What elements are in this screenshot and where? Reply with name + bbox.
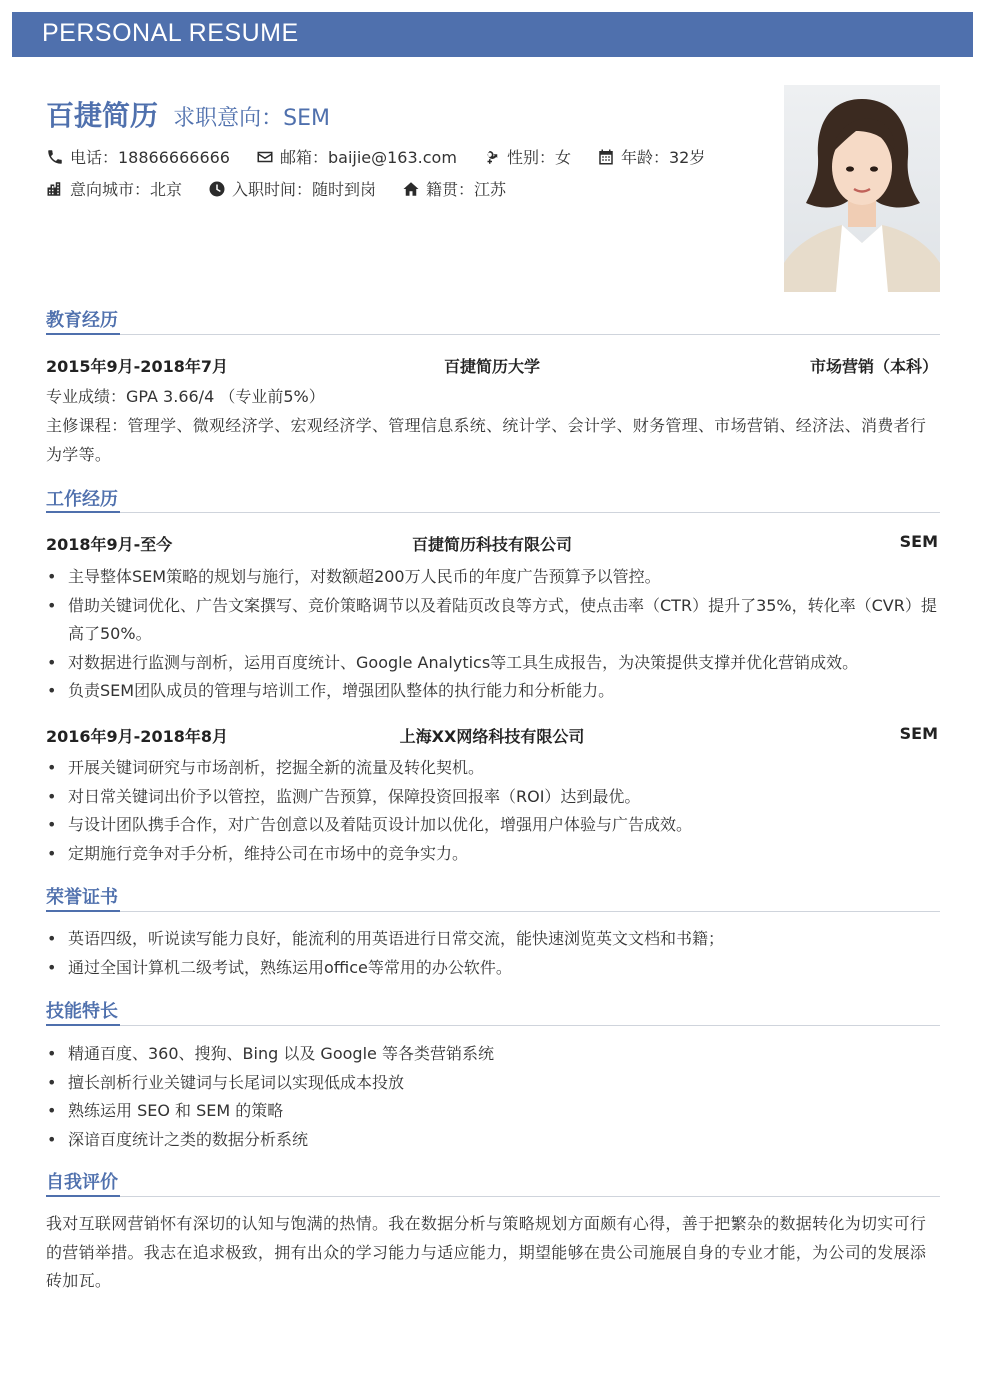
calendar-icon (597, 148, 615, 166)
education-courses: 主修课程：管理学、微观经济学、宏观经济学、管理信息系统、统计学、会计学、财务管理、市场营销、经济法、消费者行为学等。 (46, 416, 927, 464)
candidate-name: 百捷简历 (46, 99, 159, 132)
email-info (256, 145, 457, 168)
age-text: 年龄：32岁 (620, 148, 706, 167)
education-gpa: 专业成绩：GPA 3.66/4 （专业前5%） (46, 387, 325, 406)
list-item: • 精通百度、360、搜狗、Bing 以及 Google 等各类营销系统 (46, 1040, 940, 1069)
section-title-skills: 技能特长 (46, 1001, 118, 1022)
education-period: 2015年9月-2018年7月 (46, 357, 228, 376)
gender-info (483, 145, 571, 168)
section-divider (46, 334, 940, 335)
section-divider (46, 1025, 940, 1026)
list-item: • 擅长剖析行业关键词与长尾词以实现低成本投放 (46, 1069, 940, 1098)
clock-icon (208, 180, 226, 198)
section-accent (46, 333, 120, 335)
hometown-info (402, 177, 506, 200)
list-item: • 与设计团队携手合作，对广告创意以及着陆页设计加以优化，增强用户体验与广告成效。 (46, 811, 940, 840)
start-time-info (208, 177, 376, 200)
preference-info-row (46, 177, 532, 200)
list-item: • 定期施行竞争对手分析，维持公司在市场中的竞争实力。 (46, 840, 940, 869)
gender-text: 性别：女 (506, 148, 571, 167)
skills-bullets (46, 1040, 940, 1154)
mail-icon (256, 148, 274, 166)
list-item: • 对数据进行监测与剖析，运用百度统计、Google Analytics等工具生成报告，为决策提供支撑并优化营销成效。 (46, 649, 940, 678)
city-text: 意向城市：北京 (70, 180, 183, 199)
gender-icon (483, 148, 501, 166)
list-item: • 主导整体SEM策略的规划与施行，对数额超200万人民币的年度广告预算予以管控。 (46, 563, 940, 592)
job-bullets (46, 754, 940, 868)
city-icon (46, 180, 64, 198)
job-bullets (46, 563, 940, 706)
job-period: 2016年9月-2018年8月 (46, 727, 228, 746)
list-item: • 借助关键词优化、广告文案撰写、竞价策略调节以及着陆页改良等方式，使点击率（CTR）提升了35%，转化率（CVR）提高了50%。 (46, 592, 940, 649)
job-period: 2018年9月-至今 (46, 535, 173, 554)
section-title-education: 教育经历 (46, 310, 118, 331)
job-company: 上海XX网络科技有限公司 (399, 727, 585, 746)
job-entry-header (46, 532, 938, 555)
job-entry-header (46, 724, 938, 747)
section-accent (46, 1024, 120, 1026)
list-item: • 通过全国计算机二级考试，熟练运用office等常用的办公软件。 (46, 954, 940, 983)
education-major: 市场营销（本科） (809, 357, 938, 376)
phone-info (46, 145, 230, 168)
honors-bullets (46, 925, 940, 982)
email-text: 邮箱：baijie@163.com (279, 148, 457, 167)
list-item: • 深谙百度统计之类的数据分析系统 (46, 1126, 940, 1155)
job-company: 百捷简历科技有限公司 (411, 535, 572, 554)
education-entry-header (46, 354, 938, 377)
phone-text: 电话：18866666666 (70, 148, 230, 167)
section-title-work: 工作经历 (46, 489, 118, 510)
header-banner (12, 12, 973, 57)
hometown-text: 籍贯：江苏 (426, 180, 507, 199)
age-info (597, 145, 705, 168)
city-info (46, 177, 182, 200)
job-role: SEM (899, 724, 938, 743)
list-item: • 英语四级，听说读写能力良好，能流利的用英语进行日常交流，能快速浏览英文文档和书籍； (46, 925, 940, 954)
list-item: • 对日常关键词出价予以管控，监测广告预算，保障投资回报率（ROI）达到最优。 (46, 783, 940, 812)
contact-info-row (46, 145, 731, 168)
banner-title: PERSONAL RESUME (42, 19, 299, 47)
list-item: • 熟练运用 SEO 和 SEM 的策略 (46, 1097, 940, 1126)
section-accent (46, 910, 120, 912)
section-accent (46, 511, 120, 513)
self-evaluation-text: 我对互联网营销怀有深切的认知与饱满的热情。我在数据分析与策略规划方面颇有心得，善于把繁杂的数据转化为切实可行的营销举措。我志在追求极致，拥有出众的学习能力与适应能力，期望能够在贵公司施展自身的专业才能，为公司的发展添砖加瓦。 (46, 1214, 927, 1290)
list-item: • 负责SEM团队成员的管理与培训工作，增强团队整体的执行能力和分析能力。 (46, 677, 940, 706)
phone-icon (46, 148, 64, 166)
profile-photo (784, 85, 940, 292)
section-divider (46, 1196, 940, 1197)
section-accent (46, 1195, 120, 1197)
section-title-self: 自我评价 (46, 1172, 118, 1193)
job-role: SEM (899, 532, 938, 551)
list-item: • 开展关键词研究与市场剖析，挖掘全新的流量及转化契机。 (46, 754, 940, 783)
start-time-text: 入职时间：随时到岗 (232, 180, 377, 199)
section-divider (46, 911, 940, 912)
job-intent: 求职意向：SEM (173, 106, 330, 131)
home-icon (402, 180, 420, 198)
section-title-honors: 荣誉证书 (46, 887, 118, 908)
name-row (46, 94, 330, 134)
education-school: 百捷简历大学 (443, 357, 540, 376)
section-divider (46, 512, 940, 513)
